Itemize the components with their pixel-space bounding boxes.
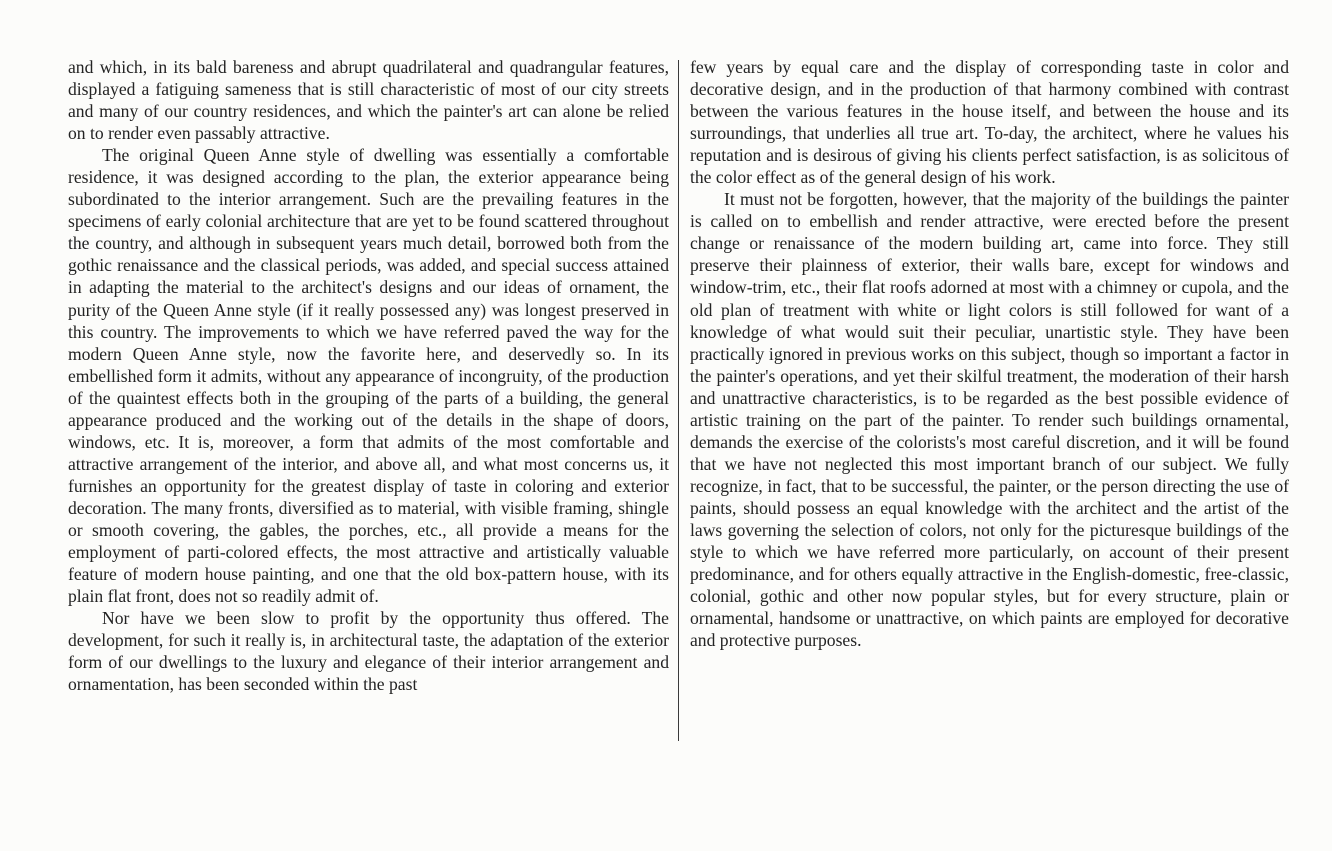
- paragraph: few years by equal care and the display of corresponding taste in color and decorative design, and in the production of that harmony combined with contrast between the various features in the house itself, and between the house and its surroundings, that underlies all true art. To-day, the architect, where he values his reputation and is desirous of giving his clients perfect satisfaction, is as solicitous of the color effect as of the general design of his work.: [690, 57, 1289, 188]
- column-divider: [678, 60, 679, 741]
- right-text-column: [690, 56, 1289, 651]
- paragraph: and which, in its bald bareness and abrupt quadrilateral and quadrangular features, displayed a fatiguing sameness that is still characteristic of most of our city streets and many of our country residences, and which the painter's art can alone be relied on to render even passably attractive.: [68, 57, 669, 144]
- paragraph: Nor have we been slow to profit by the opportunity thus offered. The development, for such it really is, in architectural taste, the adaptation of the exterior form of our dwellings to the luxury and elegance of their interior arrangement and ornamentation, has been seconded within the past: [68, 608, 669, 695]
- paragraph: The original Queen Anne style of dwelling was essentially a comfortable residence, it was designed according to the plan, the exterior appearance being subordinated to the interior arrangement. Such are the prevailing features in the specimens of early colonial architecture that are yet to be found scattered throughout the country, and although in subsequent years much detail, borrowed both from the gothic renaissance and the classical periods, was added, and special success attained in adapting the material to the architect's designs and our ideas of ornament, the purity of the Queen Anne style (if it really possessed any) was longest preserved in this country. The improvements to which we have referred paved the way for the modern Queen Anne style, now the favorite here, and deservedly so. In its embellished form it admits, without any appearance of incongruity, of the production of the quaintest effects both in the grouping of the parts of a building, the general appearance produced and the working out of the details in the shape of doors, windows, etc. It is, moreover, a form that admits of the most comfortable and attractive arrangement of the interior, and above all, and what most concerns us, it furnishes an opportunity for the greatest display of taste in coloring and exterior decoration. The many fronts, diversified as to material, with visible framing, shingle or smooth covering, the gables, the porches, etc., all provide a means for the employment of parti-colored effects, the most attractive and artistically valuable feature of modern house painting, and one that the old box-pattern house, with its plain flat front, does not so readily admit of.: [68, 145, 669, 607]
- paragraph: It must not be forgotten, however, that the majority of the buildings the painter is called on to embellish and render attractive, were erected before the present change or renaissance of the modern building art, came into force. They still preserve their plainness of exterior, their walls bare, except for windows and window-trim, etc., their flat roofs adorned at most with a chimney or cupola, and the old plan of treatment with white or light colors is still followed for want of a knowledge of what would suit their peculiar, unartistic style. They have been practically ignored in previous works on this subject, though so important a factor in the painter's operations, and yet their skilful treatment, the moderation of their harsh and unattractive characteristics, is to be regarded as the best possible evidence of artistic training on the part of the painter. To render such buildings ornamental, demands the exercise of the colorists's most careful discretion, and it will be found that we have not neglected this most important branch of our subject. We fully recognize, in fact, that to be successful, the painter, or the person directing the use of paints, should possess an equal knowledge with the architect and the artist of the laws governing the selection of colors, not only for the picturesque buildings of the style to which we have referred more particularly, on account of their present predominance, and for others equally attractive in the English-domestic, free-classic, colonial, gothic and other now popular styles, but for every structure, plain or ornamental, handsome or unattractive, on which paints are employed for decorative and protective purposes.: [690, 189, 1289, 651]
- left-text-column: [68, 56, 669, 695]
